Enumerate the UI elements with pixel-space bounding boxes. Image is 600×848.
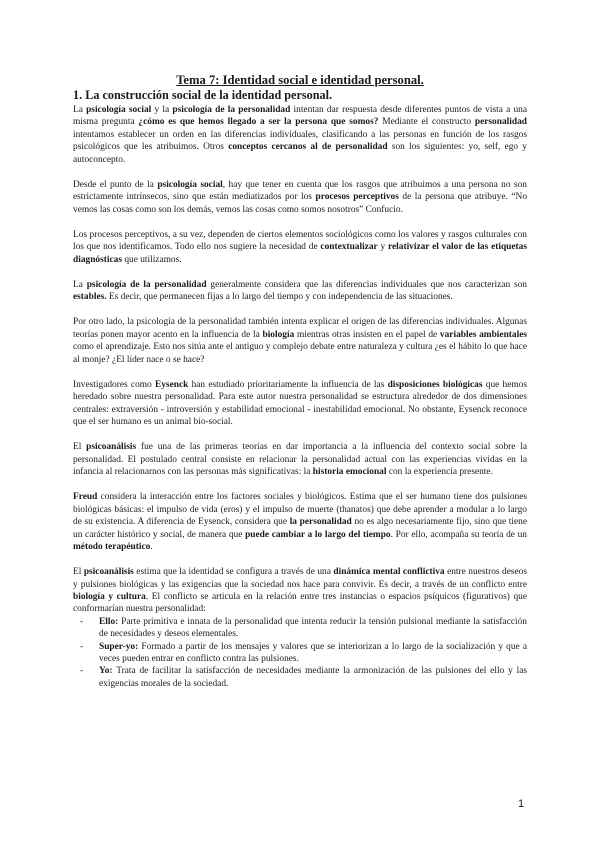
list-item: - Ello: Parte primitiva e innata de la personalidad que intenta reducir la tensión pulsional mediante la satisfacción de necesidades y deseos elementales. <box>80 616 527 640</box>
paragraph-2: Desde el punto de la psicología social, hay que tener en cuenta que los rasgos que atribuimos a una persona no son estrictamente intrínsecos, sino que están mediatizados por los procesos perceptivos de la persona que atribuye. “No vemos las cosas como son los demás, vemos las cosas como somos nosotros” Confucio. <box>73 179 528 215</box>
psychic-instances-list <box>73 616 527 690</box>
section-heading: 1. La construcción social de la identidad personal. <box>73 88 333 102</box>
list-dash: - <box>80 616 84 627</box>
list-dash: - <box>80 666 84 677</box>
document-title: Tema 7: Identidad social e identidad personal. <box>176 73 424 87</box>
page-number: 1 <box>518 798 525 810</box>
list-dash: - <box>80 641 84 652</box>
paragraph-6: Investigadores como Eysenck han estudiado prioritariamente la influencia de las disposiciones biológicas que hemos heredado sobre nuestra personalidad. Para este autor nuestra personalidad se estructura alrededor de dos dimensiones centrales: extraversión - introversión y estabilidad emocional - inestabilidad emocional. No obstante, Eysenck reconoce que el ser humano es un animal bio-social. <box>73 379 528 428</box>
list-item: - Super-yo: Formado a partir de los mensajes y valores que se interiorizan a lo largo de la socialización y que a veces pueden entrar en conflicto contra las pulsiones. <box>80 641 527 664</box>
paragraph-4: La psicología de la personalidad generalmente considera que las diferencias individuales que nos caracterizan son estables. Es decir, que permanecen fijas a lo largo del tiempo y con independencia de las situaciones. <box>73 279 527 303</box>
paragraph-1: La psicología social y la psicología de la personalidad intentan dar respuesta desde diferentes puntos de vista a una misma pregunta ¿cómo es que hemos llegado a ser la persona que somos? Mediante el constructo personalidad intentamos establecer un orden en las diferencias individuales, clasificando a las personas en función de los rasgos psicológicos que les atribuimos. Otros conceptos cercanos al de personalidad son los siguientes: yo, self, ego y autoconcepto. <box>73 105 527 165</box>
paragraph-8: Freud considera la interacción entre los factores sociales y biológicos. Estima que el ser humano tiene dos pulsiones biológicas básicas: el impulso de vida (eros) y el impulso de muerte (thanatos) que debe aprender a modular a lo largo de su existencia. A diferencia de Eysenck, considera que la personalidad no es algo necesariamente fijo, sino que tiene un carácter histórico y social, de manera que puede cambiar a lo largo del tiempo. Por ello, acompaña su teoría de un método terapéutico. <box>73 492 527 552</box>
document-body <box>73 72 527 690</box>
paragraph-3: Los procesos perceptivos, a su vez, dependen de ciertos elementos sociológicos como los valores y rasgos culturales con los que nos identificamos. Todo ello nos sugiere la necesidad de contextualizar y relativizar el valor de las etiquetas diagnósticas que utilizamos. <box>73 229 528 265</box>
list-item: - Yo: Trata de facilitar la satisfacción de necesidades mediante la armonización de las pulsiones del ello y las exigencias morales de la sociedad. <box>80 666 527 689</box>
paragraph-7: El psicoanálisis fue una de las primeras teorías en dar importancia a la influencia del contexto social sobre la personalidad. El postulado central consiste en relacionar la personalidad actual con las experiencias vividas en la infancia al relacionarnos con las personas más significativas: la historia emocional con la experiencia presente. <box>73 442 527 478</box>
paragraph-9: El psicoanálisis estima que la identidad se configura a través de una dinámica mental conflictiva entre nuestros deseos y pulsiones biológicas y las exigencias que la sociedad nos hace para convivir. Es decir, a través de un conflicto entre biología y cultura. El conflicto se articula en la relación entre tres instancias o espacios psíquicos (figurativos) que conformarían nuestra personalidad: <box>73 567 527 615</box>
paragraph-5: Por otro lado, la psicología de la personalidad también intenta explicar el origen de las diferencias individuales. Algunas teorías ponen mayor acento en la influencia de la biología mientras otras insisten en el papel de variables ambientales como el aprendizaje. Esto nos sitúa ante el antiguo y complejo debate entre naturaleza y cultura ¿es el hábito lo que hace al monje? ¿El líder nace o se hace? <box>73 317 528 365</box>
